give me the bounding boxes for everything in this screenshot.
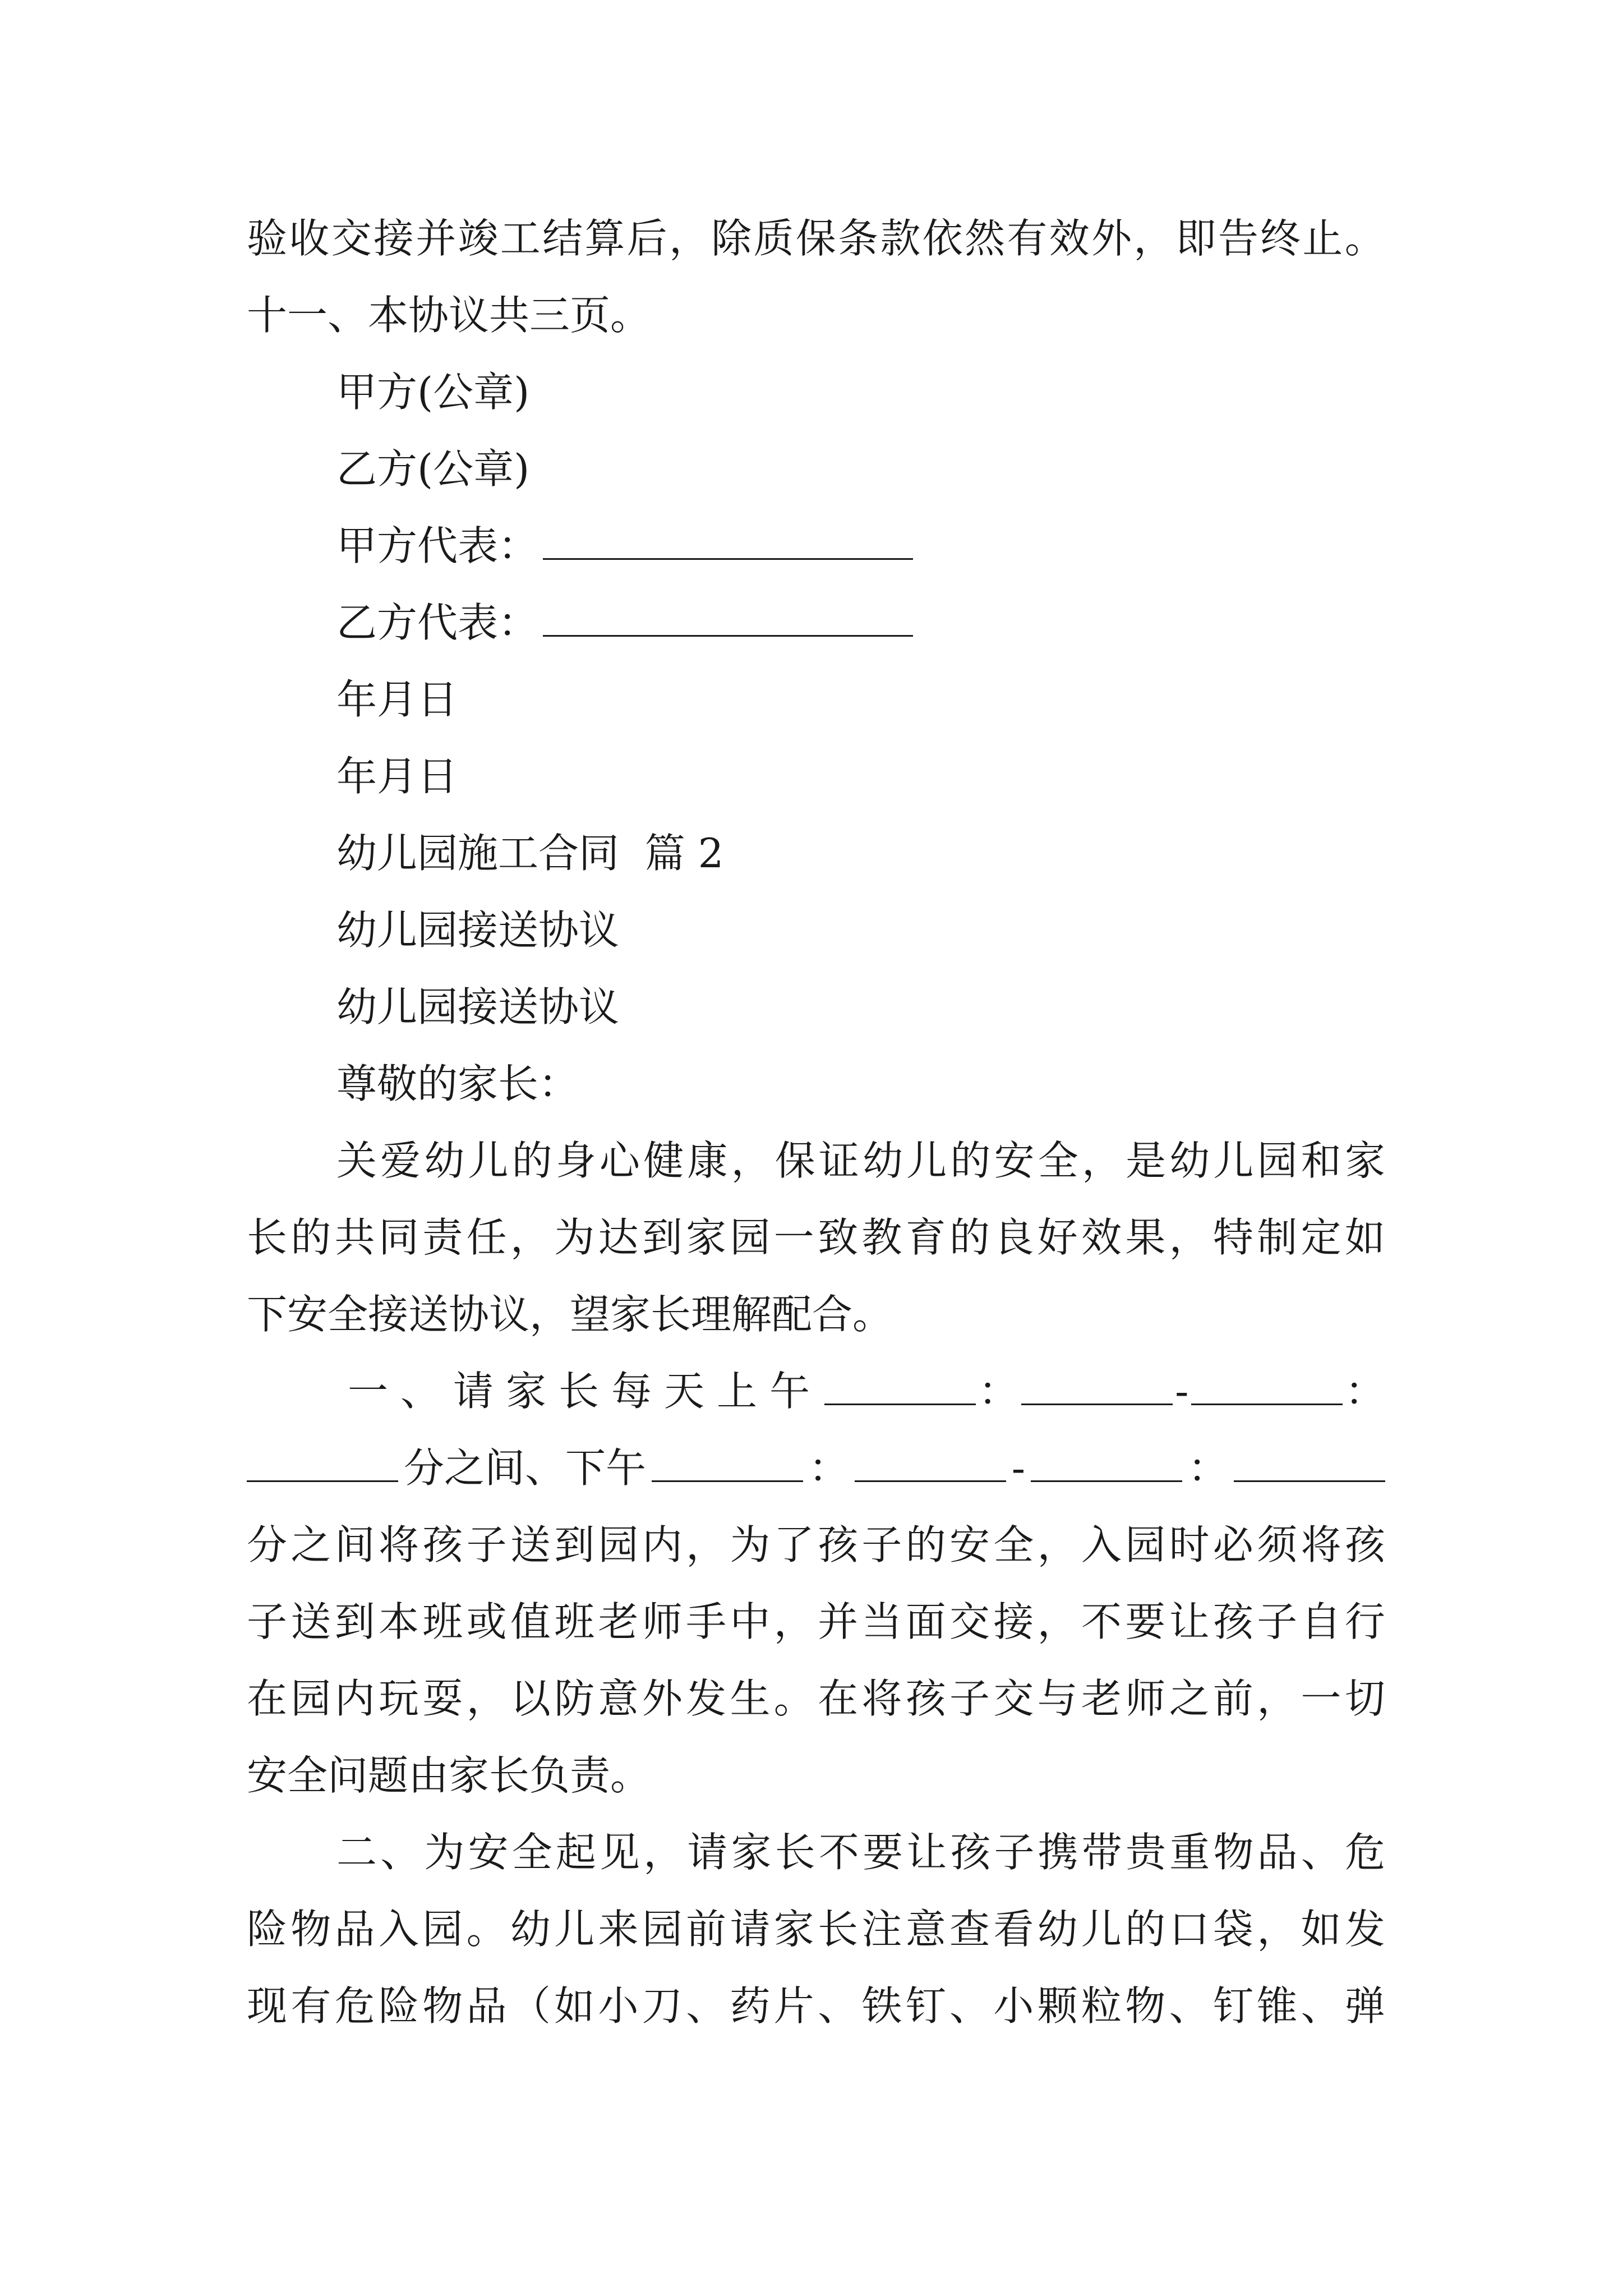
text-line: 子 送 到 本 班 或 值 班 老 师 手 中 ， 并 当 面 交 接 ， 不 要 让 孩 子 自 行 <box>247 1598 1385 1645</box>
time-blank <box>247 1441 398 1482</box>
time-blank <box>1021 1364 1173 1405</box>
time-blank <box>1234 1441 1385 1482</box>
text-line: 二 、 为 安 全 起 见 ， 请 家 长 不 要 让 孩 子 携 带 贵 重 物 品 、 危 <box>336 1829 1385 1876</box>
document-subtitle: 幼儿园接送协议 <box>336 983 620 1030</box>
text-line: 分 之 间 将 孩 子 送 到 园 内 ， 为 了 孩 子 的 安 全 ， 入 园 时 必 须 将 孩 <box>247 1521 1385 1568</box>
colon: ： <box>978 1368 1019 1415</box>
time-blank <box>652 1441 803 1482</box>
text-line: 险 物 品 入 园 。 幼 儿 来 园 前 请 家 长 注 意 查 看 幼 儿 的 口 袋 ， 如 发 <box>247 1906 1385 1953</box>
time-blank <box>1191 1364 1343 1405</box>
time-blank <box>1031 1441 1182 1482</box>
dash: - <box>1175 1368 1189 1415</box>
text-line: 在 园 内 玩 耍 ， 以 防 意 外 发 生 。 在 将 孩 子 交 与 老 师 之 前 ， 一 切 <box>247 1675 1385 1722</box>
colon: ： <box>1188 1444 1229 1492</box>
party-b-representative <box>336 596 913 650</box>
text-line: 现 有 危 险 物 品 （ 如 小 刀 、 药 片 、 铁 钉 、 小 颗 粒 物 、 钉 锥 、 弹 <box>247 1982 1385 2030</box>
party-a-seal: 甲方(公章) <box>336 369 530 416</box>
party-a-representative-label: 甲方代表： <box>336 522 539 569</box>
section-title: 幼儿园施工合同 篇 2 <box>336 830 724 877</box>
time-blank <box>824 1364 976 1405</box>
salutation: 尊敬的家长： <box>336 1060 579 1107</box>
text-line: 下安全接送协议，望家长理解配合。 <box>247 1291 893 1338</box>
clause-eleven: 十一、本协议共三页。 <box>247 292 651 339</box>
dash: - <box>1011 1444 1026 1492</box>
text-line: 验 收 交 接 并 竣 工 结 算 后 ， 除 质 保 条 款 依 然 有 效 外 ， 即 告 终 止 。 <box>247 215 1385 262</box>
text-line: 长 的 共 同 责 任 ， 为 达 到 家 园 一 致 教 育 的 良 好 效 果 ， 特 制 定 如 <box>247 1214 1385 1261</box>
colon: ： <box>808 1444 849 1492</box>
colon: ： <box>1344 1368 1385 1415</box>
party-b-signature-blank <box>543 596 913 637</box>
clause-one-text: 分之间、下午 <box>403 1444 646 1492</box>
clause-one-line <box>348 1364 1385 1418</box>
text-line: 关 爱 幼 儿 的 身 心 健 康 ， 保 证 幼 儿 的 安 全 ， 是 幼 儿 园 和 家 <box>336 1137 1385 1184</box>
party-b-representative-label: 乙方代表： <box>336 599 539 646</box>
date-line-a: 年月日 <box>336 676 458 723</box>
date-line-b: 年月日 <box>336 753 458 800</box>
time-blank <box>855 1441 1006 1482</box>
party-a-representative <box>336 519 913 573</box>
text-line: 安全问题由家长负责。 <box>247 1752 651 1799</box>
clause-one-text: 一、请家长每天上午 <box>348 1368 823 1415</box>
party-a-signature-blank <box>543 519 913 560</box>
clause-one-line-2 <box>247 1441 1385 1495</box>
document-title: 幼儿园接送协议 <box>336 907 620 954</box>
party-b-seal: 乙方(公章) <box>336 445 530 493</box>
